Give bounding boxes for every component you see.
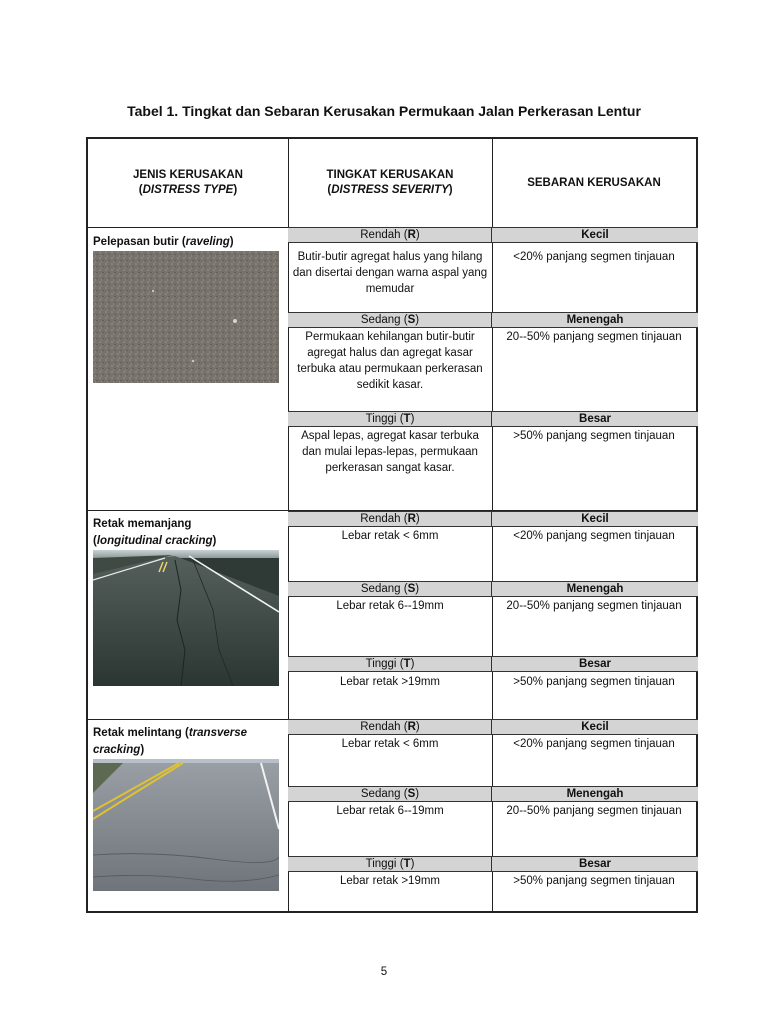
distress-name-longitudinal: Retak memanjang (longitudinal cracking) [93,518,217,547]
spread-description: <20% panjang segmen tinjauan [513,530,675,542]
severity-description: Aspal lepas, agregat kasar terbuka dan mulai lepas-lepas, permukaan perkerasan sangat kasar. [301,430,479,474]
spread-label: Menengah [566,314,624,326]
spread-description: >50% panjang segmen tinjauan [513,875,675,887]
severity-label: Sedang (S) [360,788,420,800]
severity-description: Lebar retak < 6mm [341,530,439,542]
severity-description: Lebar retak 6--19mm [336,805,444,817]
raveling-photo [93,251,279,383]
severity-row [288,511,698,527]
severity-row [288,656,698,672]
severity-label: Tinggi (T) [365,858,415,870]
header-distress-severity: TINGKAT KERUSAKAN (DISTRESS SEVERITY) [326,169,454,196]
severity-label: Tinggi (T) [365,413,415,425]
spread-description: 20--50% panjang segmen tinjauan [506,600,682,612]
severity-row [288,312,698,328]
spread-description: >50% panjang segmen tinjauan [513,430,675,442]
severity-label: Sedang (S) [360,583,420,595]
spread-description: 20--50% panjang segmen tinjauan [506,805,682,817]
spread-description: 20--50% panjang segmen tinjauan [506,331,682,343]
spread-description: <20% panjang segmen tinjauan [513,251,675,263]
spread-description: <20% panjang segmen tinjauan [513,738,675,750]
severity-description: Butir-butir agregat halus yang hilang dan disertai dengan warna aspal yang memudar [292,251,488,295]
severity-label: Rendah (R) [360,513,420,525]
severity-description: Lebar retak 6--19mm [336,600,444,612]
severity-row [288,227,698,243]
longitudinal-cracking-photo [93,550,279,686]
spread-label: Menengah [566,583,624,595]
severity-description: Permukaan kehilangan butir-butir agregat halus dan agregat kasar terbuka atau permukaan perkerasan sedikit kasar. [297,331,483,391]
transverse-cracking-photo [93,759,279,891]
severity-row [288,411,698,427]
header-spread: SEBARAN KERUSAKAN [527,176,661,189]
spread-label: Menengah [566,788,624,800]
severity-row [288,581,698,597]
distress-name-raveling: Pelepasan butir (raveling) [93,236,234,248]
severity-row [288,719,698,735]
spread-description: >50% panjang segmen tinjauan [513,676,675,688]
spread-label: Kecil [581,513,609,525]
severity-label: Sedang (S) [360,314,420,326]
spread-label: Besar [579,413,611,425]
severity-description: Lebar retak < 6mm [341,738,439,750]
severity-description: Lebar retak >19mm [339,676,441,688]
distress-name-transverse: Retak melintang (transverse cracking) [93,727,248,756]
severity-label: Rendah (R) [360,229,420,241]
distress-table [86,137,698,913]
spread-label: Kecil [581,721,609,733]
spread-label: Besar [579,858,611,870]
severity-row [288,856,698,872]
severity-label: Rendah (R) [360,721,420,733]
header-distress-type: JENIS KERUSAKAN (DISTRESS TYPE) [133,169,243,196]
severity-description: Lebar retak >19mm [339,875,441,887]
table-title: Tabel 1. Tingkat dan Sebaran Kerusakan Permukaan Jalan Perkerasan Lentur [127,103,641,119]
spread-label: Besar [579,658,611,670]
spread-label: Kecil [581,229,609,241]
severity-label: Tinggi (T) [365,658,415,670]
page-number: 5 [380,966,388,978]
severity-row [288,786,698,802]
